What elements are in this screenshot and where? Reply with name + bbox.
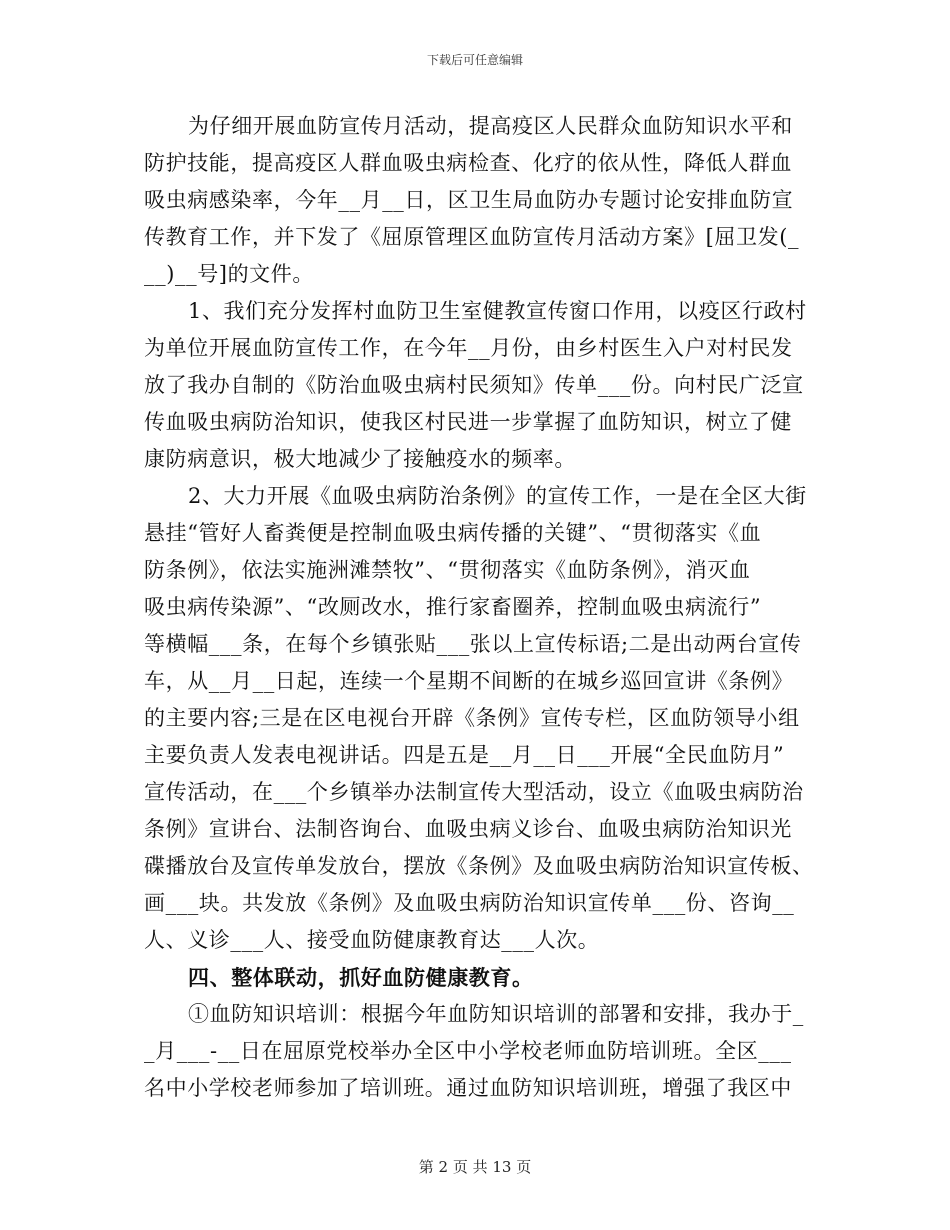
- text-line: 的主要内容;三是在区电视台开辟《条例》宣传专栏，区血防领导小组: [144, 706, 800, 730]
- text-line: 画___块。共发放《条例》及血吸虫病防治知识宣传单___份、咨询__: [144, 891, 795, 915]
- text-line: 2、大力开展《血吸虫病防治条例》的宣传工作，一是在全区大街: [188, 484, 807, 508]
- section-heading: 四、整体联动，抓好血防健康教育。: [188, 965, 534, 990]
- page-header: 下载后可任意编辑: [426, 53, 523, 67]
- text-line: 吸虫病传染源”、“改厕改水，推行家畜圈养，控制血吸虫病流行”: [144, 595, 762, 619]
- text-line: 放了我办自制的《防治血吸虫病村民须知》传单___份。向村民广泛宣: [144, 373, 804, 397]
- text-line: 车，从__月__日起，连续一个星期不间断的在城乡巡回宣讲《条例》: [144, 669, 794, 693]
- page-footer: 第 2 页 共 13 页: [418, 1158, 532, 1176]
- text-line: _月___-__日在屈原党校举办全区中小学校老师血防培训班。全区___: [144, 1039, 792, 1063]
- text-line: 传教育工作，并下发了《屈原管理区血防宣传月活动方案》[屈卫发(_: [144, 225, 800, 249]
- text-line: ①血防知识培训：根据今年血防知识培训的部署和安排，我办于_: [188, 1002, 804, 1026]
- text-line: 吸虫病感染率，今年__月__日，区卫生局血防办专题讨论安排血防宣: [144, 188, 794, 212]
- text-line: 1、我们充分发挥村血防卫生室健教宣传窗口作用，以疫区行政村: [188, 299, 807, 323]
- text-line: 主要负责人发表电视讲话。四是五是__月__日___开展“全民血防月”: [144, 743, 785, 767]
- text-line: 悬挂“管好人畜粪便是控制血吸虫病传播的关键”、“贯彻落实《血: [144, 521, 762, 545]
- text-line: 防条例》，依法实施洲滩禁牧”、“贯彻落实《血防条例》，消灭血: [144, 558, 751, 582]
- text-line: 人、义诊___人、接受血防健康教育达___人次。: [144, 928, 600, 952]
- text-line: 防护技能，提高疫区人群血吸虫病检查、化疗的依从性，降低人群血: [144, 151, 792, 175]
- text-line: 碟播放台及宣传单发放台，摆放《条例》及血吸虫病防治知识宣传板、: [144, 854, 814, 878]
- text-line: __)__号]的文件。: [144, 262, 314, 286]
- text-line: 为单位开展血防宣传工作，在今年__月份，由乡村医生入户对村民发: [144, 336, 793, 360]
- text-line: 为仔细开展血防宣传月活动，提高疫区人民群众血防知识水平和: [188, 114, 793, 138]
- text-line: 宣传活动，在___个乡镇举办法制宣传大型活动，设立《血吸虫病防治: [144, 780, 804, 804]
- text-line: 传血吸虫病防治知识，使我区村民进一步掌握了血防知识，树立了健: [144, 410, 792, 434]
- text-line: 条例》宣讲台、法制咨询台、血吸虫病义诊台、血吸虫病防治知识光: [144, 817, 792, 841]
- text-line: 等横幅___条，在每个乡镇张贴___张以上宣传标语;二是出动两台宣传: [144, 632, 802, 656]
- text-line: 康防病意识，极大地减少了接触疫水的频率。: [144, 447, 576, 471]
- document-body: [144, 108, 812, 1107]
- text-line: 名中小学校老师参加了培训班。通过血防知识培训班，增强了我区中: [144, 1076, 792, 1100]
